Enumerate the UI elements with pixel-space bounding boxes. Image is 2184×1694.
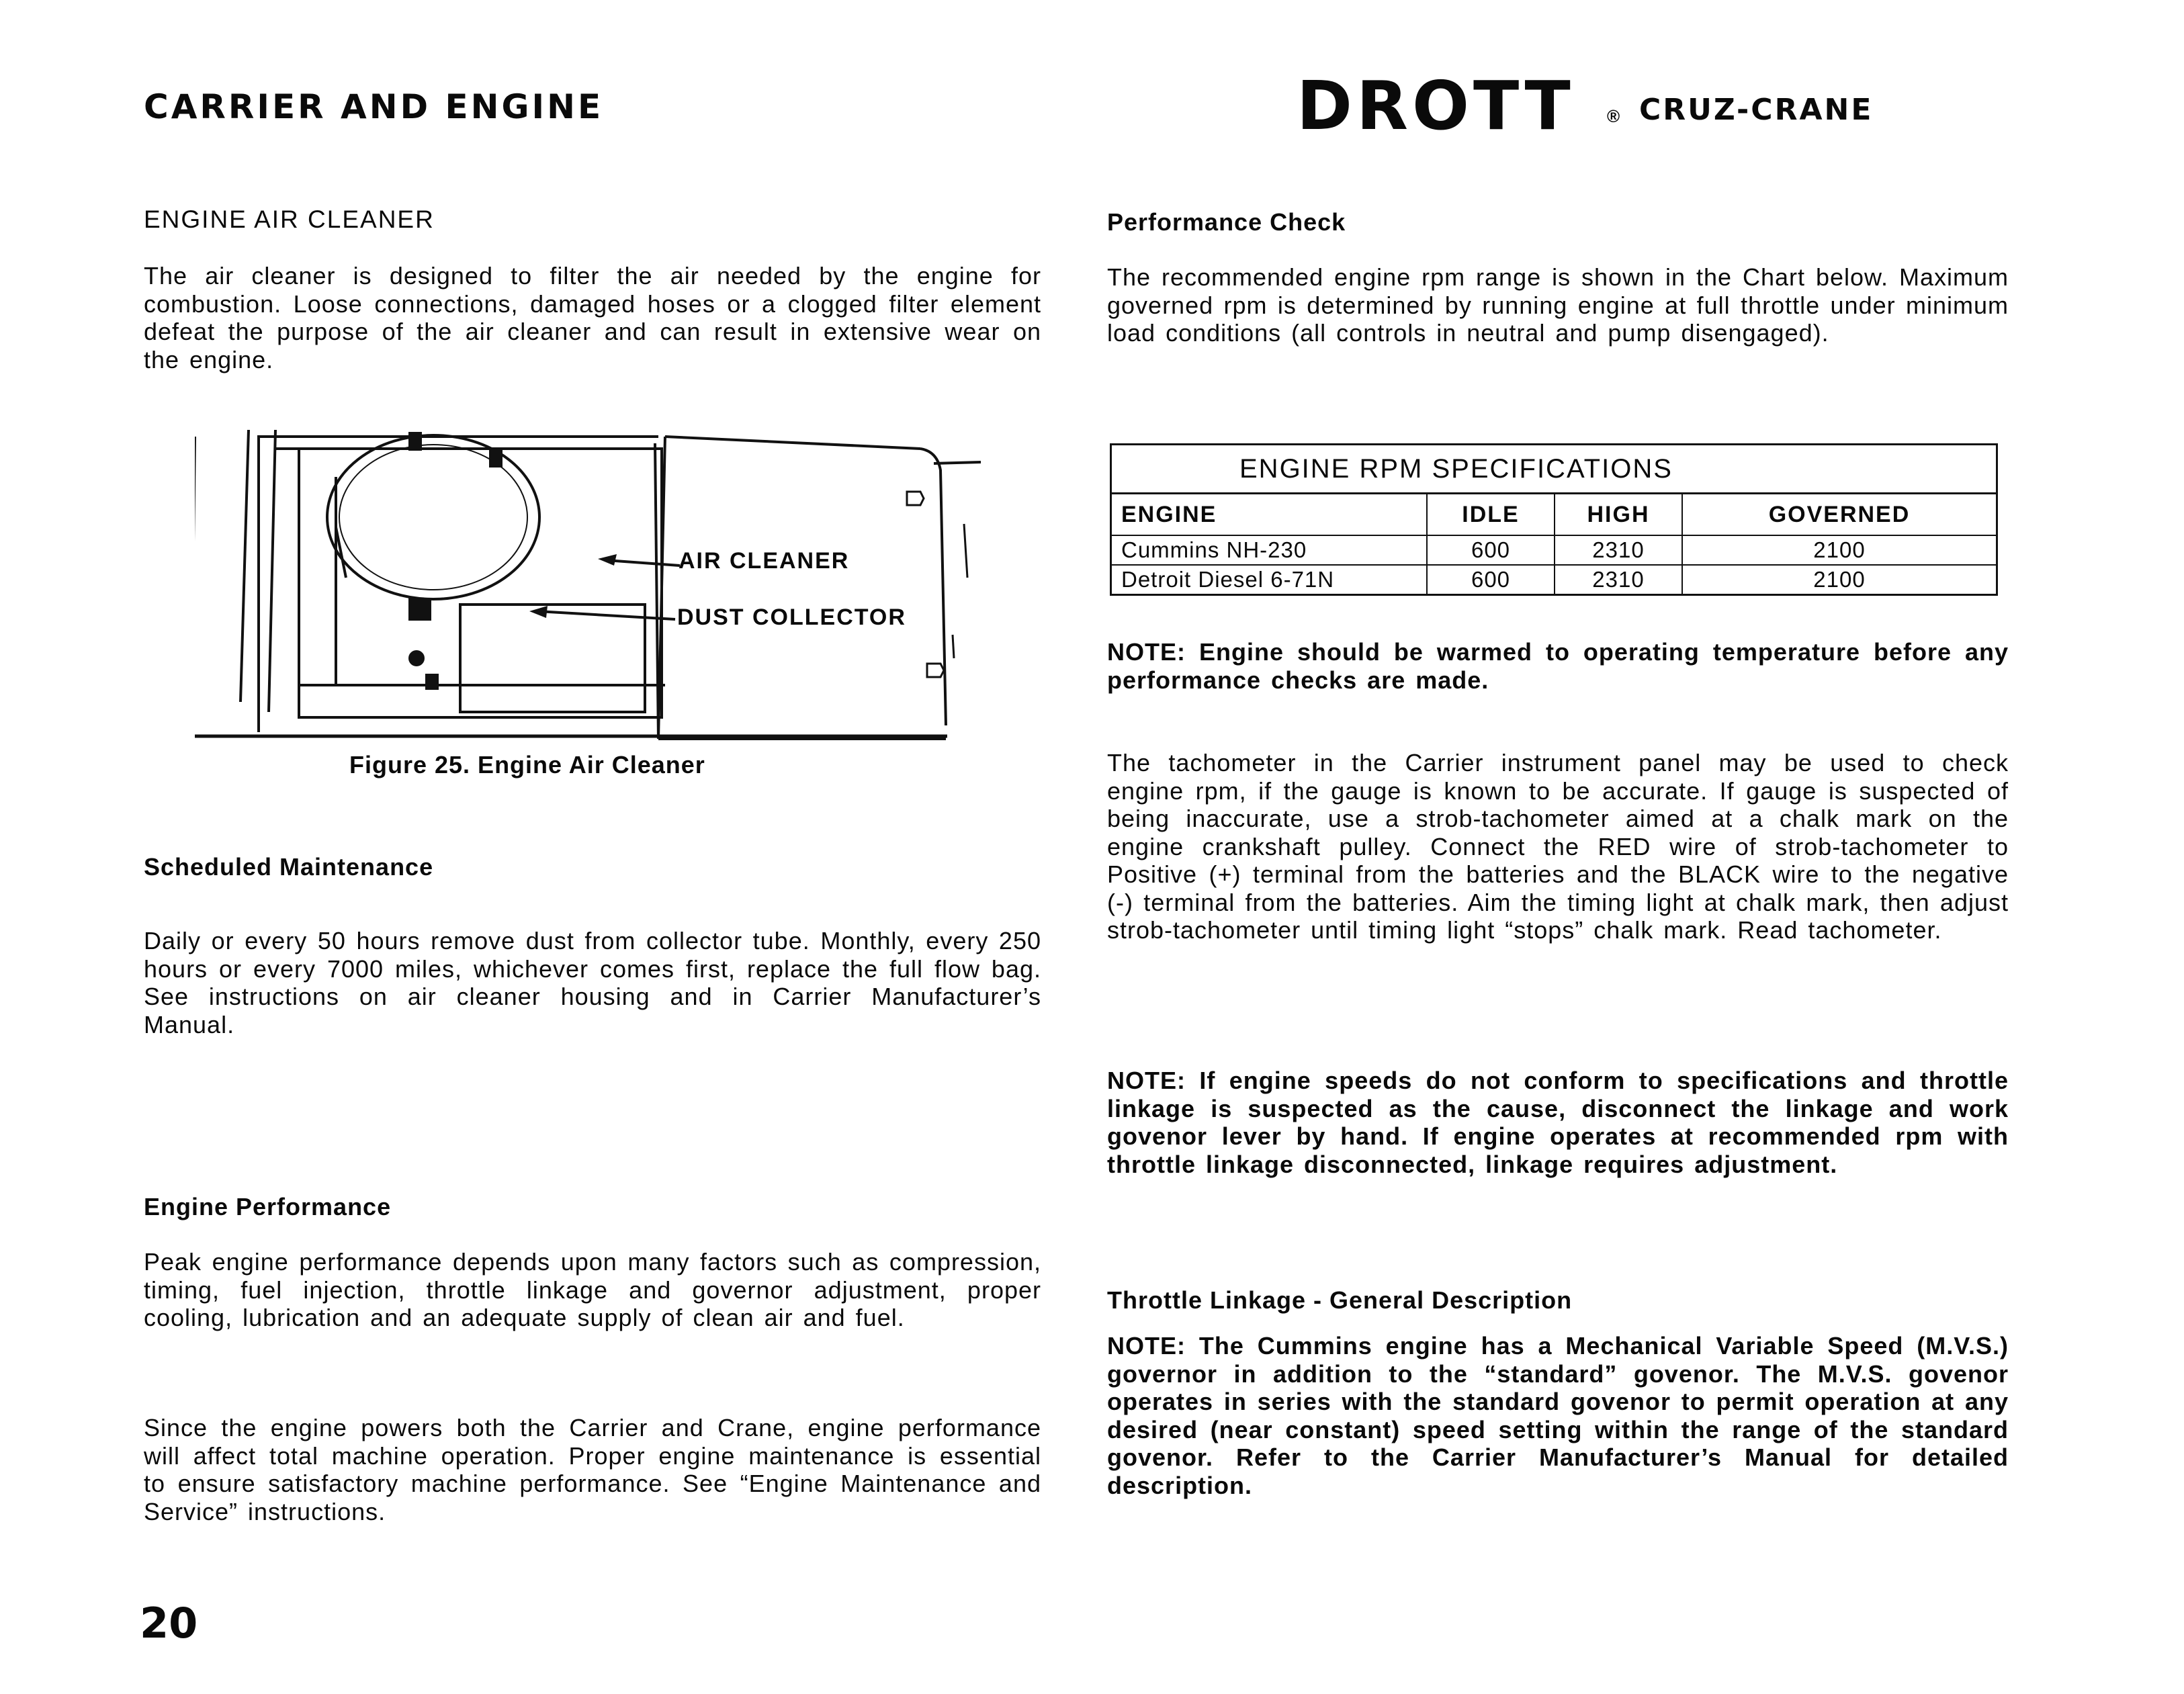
engine-performance-heading: Engine Performance — [144, 1193, 392, 1220]
scheduled-maintenance-body: Daily or every 50 hours remove dust from collector tube. Monthly, every 250 hours or every 7000 miles, whichever comes first, replace the full flow bag. See instructions on air cleaner housing and in Carrier Manufacturer’s Manual. — [144, 927, 1041, 1038]
tachometer-body: The tachometer in the Carrier instrument panel may be used to check engine rpm, if the gauge is known to be accurate. If gauge is suspected of being inaccurate, use a strob-tachometer aimed at a chalk mark on the engine crankshaft pulley. Connect the RED wire of strob-tachometer to Positive (+) terminal from the batteries and the BLACK wire to the negative (-) terminal from the batteries. Aim the timing light at chalk mark, then adjust strob-tachometer until timing light “stops” chalk mark. Read tachometer. — [1107, 749, 2009, 944]
air-cleaner-label: AIR CLEANER — [679, 548, 850, 574]
performance-check-heading: Performance Check — [1107, 208, 1346, 236]
row-engine-cell: Cummins NH-230 — [1111, 535, 1428, 565]
section-title: CARRIER AND ENGINE — [144, 87, 604, 126]
rpm-table-title: ENGINE RPM SPECIFICATIONS — [1111, 445, 1997, 494]
air-cleaner-illustration — [195, 416, 981, 746]
air-cleaner-body: The air cleaner is designed to filter the air needed by the engine for combustion. Loose connections, damaged hoses or a clogged filter element defeat the purpose of the air cleaner and can result in extensive wear on the engine. — [144, 262, 1041, 373]
engine-performance-body-1: Peak engine performance depends upon many factors such as compression, timing, fuel injection, throttle linkage and governor adjustment, proper cooling, lubrication and an adequate supply of clean air and fuel. — [144, 1248, 1041, 1331]
throttle-linkage-heading: Throttle Linkage - General Description — [1107, 1286, 1573, 1314]
air-cleaner-heading: ENGINE AIR CLEANER — [144, 206, 435, 233]
performance-check-body: The recommended engine rpm range is shown in the Chart below. Maximum governed rpm is determined by running engine at full throttle under minimum load conditions (all controls in neutral and pump disengaged). — [1107, 263, 2009, 347]
brand-product-name: CRUZ-CRANE — [1639, 93, 1874, 127]
figure-caption: Figure 25. Engine Air Cleaner — [349, 751, 705, 778]
row-governed-cell: 2100 — [1682, 565, 1997, 595]
table-row — [1111, 535, 1997, 565]
dust-collector-label: DUST COLLECTOR — [677, 605, 906, 630]
brand-logo: DROTT — [1297, 66, 1575, 145]
brand-registered-mark: ® — [1607, 106, 1620, 126]
throttle-linkage-note: NOTE: The Cummins engine has a Mechanical Variable Speed (M.V.S.) governor in addition to the “standard” govenor. The M.V.S. govenor operates in series with the standard govenor to permit operation at any desired (near constant) speed setting within the range of the standard govenor. Refer to the Carrier Manufacturer’s Manual for detailed description. — [1107, 1332, 2009, 1499]
row-idle-cell: 600 — [1427, 535, 1555, 565]
air-cleaner-figure — [195, 416, 981, 746]
engine-rpm-table — [1110, 443, 1998, 596]
row-high-cell: 2310 — [1555, 535, 1682, 565]
row-idle-cell: 600 — [1427, 565, 1555, 595]
col-header-high: HIGH — [1555, 494, 1682, 536]
page-number: 20 — [140, 1599, 198, 1648]
col-header-idle: IDLE — [1427, 494, 1555, 536]
table-row — [1111, 565, 1997, 595]
row-high-cell: 2310 — [1555, 565, 1682, 595]
note-warm-engine: NOTE: Engine should be warmed to operating temperature before any performance checks are made. — [1107, 638, 2009, 694]
col-header-engine: ENGINE — [1111, 494, 1428, 536]
row-engine-cell: Detroit Diesel 6-71N — [1111, 565, 1428, 595]
scheduled-maintenance-heading: Scheduled Maintenance — [144, 853, 434, 881]
engine-performance-body-2: Since the engine powers both the Carrier and Crane, engine performance will affect total machine operation. Proper engine maintenance is essential to ensure satisfactory machine performance. See “Engine Maintenance and Service” instructions. — [144, 1414, 1041, 1525]
col-header-governed: GOVERNED — [1682, 494, 1997, 536]
row-governed-cell: 2100 — [1682, 535, 1997, 565]
note-engine-speeds: NOTE: If engine speeds do not conform to specifications and throttle linkage is suspected as the cause, disconnect the linkage and work govenor lever by hand. If engine operates at recommended rpm with throttle linkage disconnected, linkage requires adjustment. — [1107, 1067, 2009, 1178]
